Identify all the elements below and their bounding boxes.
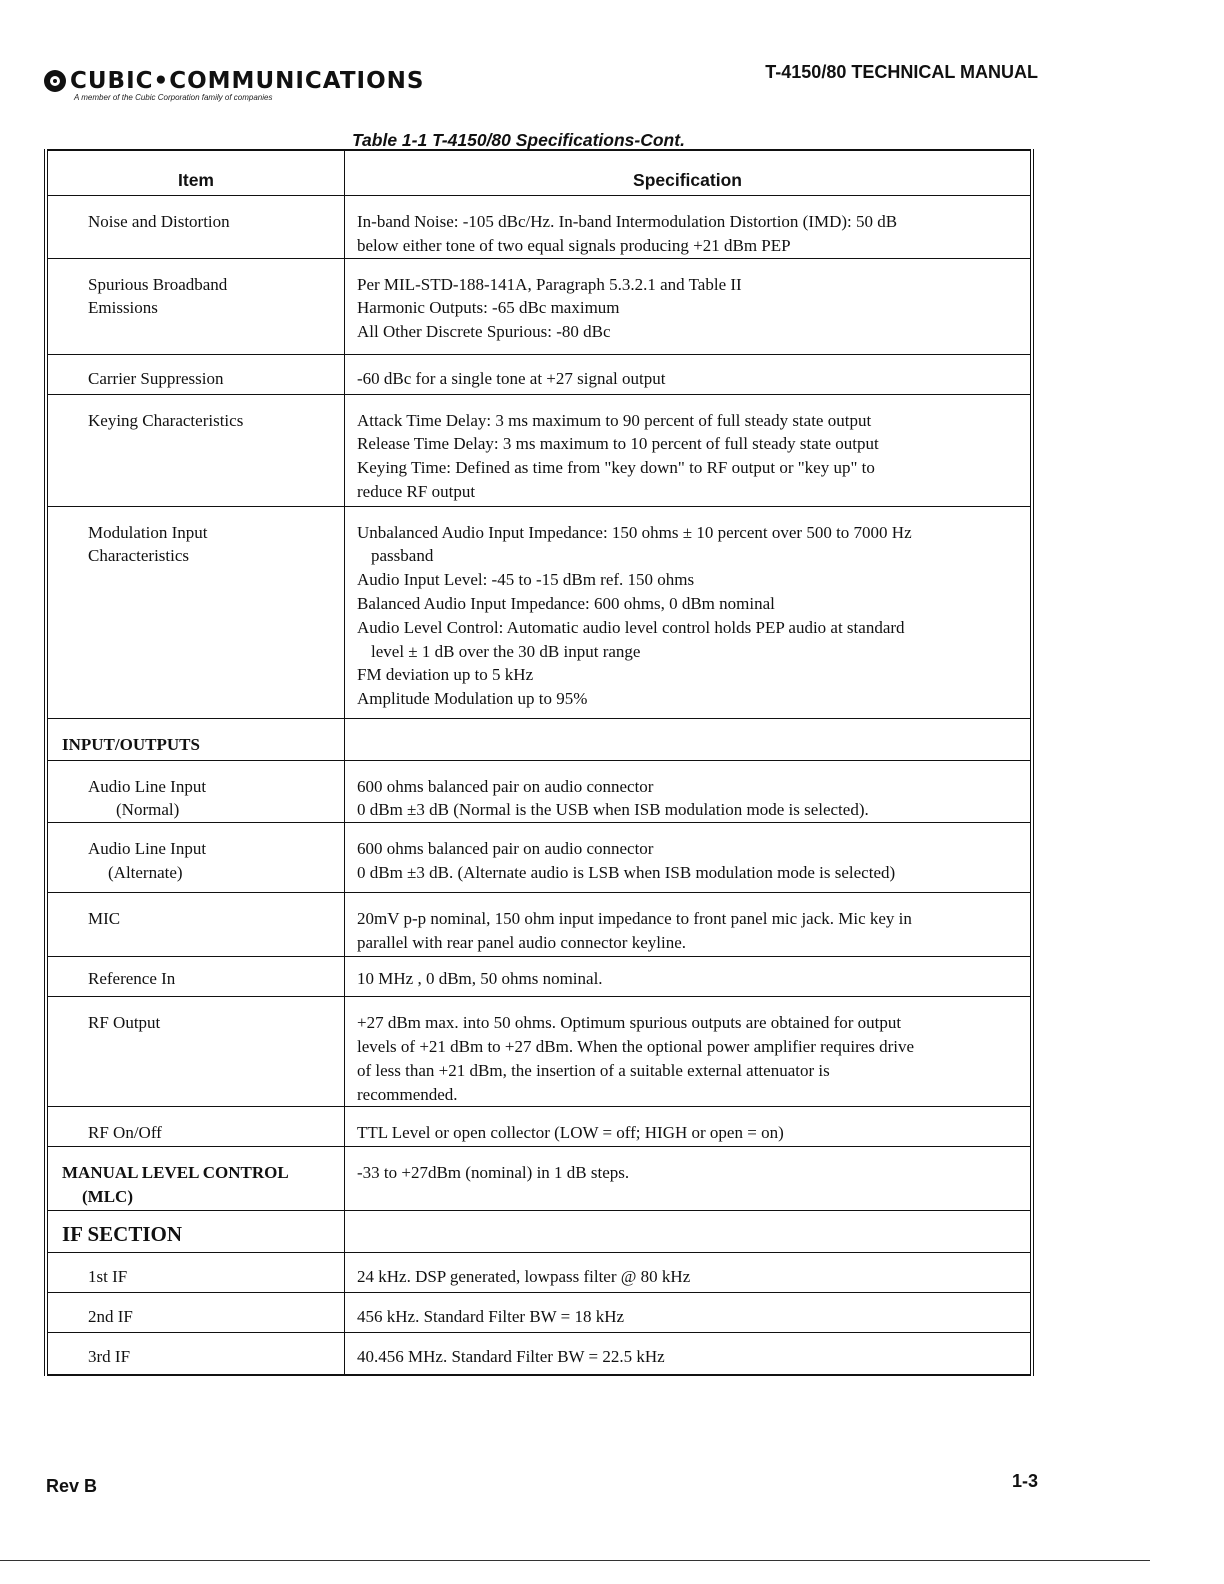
specification-cell xyxy=(345,997,1033,1107)
specification-text: passband xyxy=(371,546,434,566)
item-text: INPUT/OUTPUTS xyxy=(62,734,200,754)
specification-cell xyxy=(345,196,1033,259)
item-text: (Alternate) xyxy=(108,862,183,882)
specification-text: below either tone of two equal signals producing +21 dBm PEP xyxy=(357,235,791,255)
specification-text: of less than +21 dBm, the insertion of a suitable external attenuator is xyxy=(357,1060,830,1080)
table-row xyxy=(46,196,1032,259)
item-cell xyxy=(46,258,345,354)
item-cell xyxy=(46,823,345,893)
table-header-row xyxy=(46,150,1032,196)
specification-cell xyxy=(345,1253,1033,1293)
item-cell xyxy=(46,394,345,506)
specification-text: level ± 1 dB over the 30 dB input range xyxy=(371,641,641,661)
item-cell xyxy=(46,1107,345,1147)
specification-cell xyxy=(345,718,1033,760)
item-text: MIC xyxy=(88,909,121,929)
item-cell xyxy=(46,957,345,997)
item-text: Noise and Distortion xyxy=(88,212,230,231)
item-cell xyxy=(46,1211,345,1253)
specification-text: Keying Time: Defined as time from "key down" to RF output or "key up" to xyxy=(357,458,875,478)
item-cell xyxy=(46,997,345,1107)
specification-text: Amplitude Modulation up to 95% xyxy=(357,689,588,709)
table-row xyxy=(46,1253,1032,1293)
specification-cell xyxy=(345,354,1033,394)
specification-text: Audio Level Control: Automatic audio level control holds PEP audio at standard xyxy=(357,617,905,637)
specification-text: 24 kHz. DSP generated, lowpass filter @ 80 kHz xyxy=(357,1267,691,1287)
table-row xyxy=(46,957,1032,997)
table-row xyxy=(46,394,1032,506)
item-text: 1st IF xyxy=(88,1267,128,1287)
specification-cell xyxy=(345,823,1033,893)
item-text: 2nd IF xyxy=(88,1307,133,1327)
specification-cell xyxy=(345,893,1033,957)
company-tagline: A member of the Cubic Corporation family of companies xyxy=(74,93,273,102)
company-name: CUBIC•COMMUNICATIONS xyxy=(70,68,425,94)
table-row xyxy=(46,1333,1032,1375)
item-cell xyxy=(46,1147,345,1211)
specification-text: 0 dBm ±3 dB. (Alternate audio is LSB when ISB modulation mode is selected) xyxy=(357,862,896,882)
specification-cell xyxy=(345,760,1033,823)
specification-text: TTL Level or open collector (LOW = off; HIGH or open = on) xyxy=(357,1123,784,1143)
table-row xyxy=(46,258,1032,354)
item-text: Spurious Broadband xyxy=(88,274,228,294)
item-text: Modulation Input xyxy=(88,522,208,542)
item-text: Carrier Suppression xyxy=(88,368,224,388)
specification-cell xyxy=(345,1107,1033,1147)
specification-text: 600 ohms balanced pair on audio connector xyxy=(357,776,654,796)
cubic-logo-icon xyxy=(44,70,66,92)
item-cell xyxy=(46,196,345,259)
item-text: Emissions xyxy=(88,298,158,318)
specification-text: 456 kHz. Standard Filter BW = 18 kHz xyxy=(357,1307,625,1327)
manual-title: T-4150/80 TECHNICAL MANUAL xyxy=(765,62,1038,82)
bottom-divider xyxy=(0,1560,1150,1561)
specifications-table xyxy=(44,149,1034,1376)
specification-text: Release Time Delay: 3 ms maximum to 10 percent of full steady state output xyxy=(357,434,879,454)
specification-text: Unbalanced Audio Input Impedance: 150 ohms ± 10 percent over 500 to 7000 Hz xyxy=(357,522,912,542)
specification-text: 600 ohms balanced pair on audio connector xyxy=(357,839,654,859)
specification-text: Audio Input Level: -45 to -15 dBm ref. 150 ohms xyxy=(357,570,695,590)
specification-cell xyxy=(345,506,1033,718)
item-text: (Normal) xyxy=(116,800,180,820)
specification-text: parallel with rear panel audio connector keyline. xyxy=(357,932,686,952)
table-row xyxy=(46,1211,1032,1253)
item-cell xyxy=(46,1253,345,1293)
specification-text: Harmonic Outputs: -65 dBc maximum xyxy=(357,298,620,318)
specification-text: reduce RF output xyxy=(357,481,476,501)
specification-text: recommended. xyxy=(357,1084,458,1104)
specification-cell xyxy=(345,1147,1033,1211)
specification-cell xyxy=(345,957,1033,997)
item-cell xyxy=(46,760,345,823)
item-text: IF SECTION xyxy=(62,1222,183,1247)
column-header-specification: Specification xyxy=(345,150,1033,196)
table-caption: Table 1-1 T-4150/80 Specifications-Cont. xyxy=(352,130,685,150)
specification-cell xyxy=(345,258,1033,354)
table-row xyxy=(46,997,1032,1107)
item-text: Audio Line Input xyxy=(88,776,207,796)
table-row xyxy=(46,354,1032,394)
specification-text: -60 dBc for a single tone at +27 signal output xyxy=(357,368,666,388)
specification-text: -33 to +27dBm (nominal) in 1 dB steps. xyxy=(357,1163,630,1183)
item-text: RF Output xyxy=(88,1013,161,1033)
specification-text: Attack Time Delay: 3 ms maximum to 90 percent of full steady state output xyxy=(357,410,872,430)
specification-text: Balanced Audio Input Impedance: 600 ohms, 0 dBm nominal xyxy=(357,593,775,613)
item-cell xyxy=(46,354,345,394)
specification-text: levels of +21 dBm to +27 dBm. When the optional power amplifier requires drive xyxy=(357,1036,915,1056)
item-cell xyxy=(46,1293,345,1333)
table-row xyxy=(46,1107,1032,1147)
specification-text: 40.456 MHz. Standard Filter BW = 22.5 kHz xyxy=(357,1347,665,1367)
revision-label: Rev B xyxy=(46,1476,98,1496)
table-row xyxy=(46,1293,1032,1333)
specification-text: 20mV p-p nominal, 150 ohm input impedance to front panel mic jack. Mic key in xyxy=(357,909,912,929)
item-text: Audio Line Input xyxy=(88,839,207,859)
table-row xyxy=(46,506,1032,718)
item-cell xyxy=(46,506,345,718)
specification-text: All Other Discrete Spurious: -80 dBc xyxy=(357,322,611,342)
item-text: Characteristics xyxy=(88,546,190,566)
item-text: Keying Characteristics xyxy=(88,410,244,430)
specification-cell xyxy=(345,394,1033,506)
item-text: 3rd IF xyxy=(88,1347,131,1367)
table-row xyxy=(46,1147,1032,1211)
page-number: 1-3 xyxy=(1011,1471,1038,1491)
company-logo xyxy=(44,68,424,102)
table-row xyxy=(46,893,1032,957)
specification-cell xyxy=(345,1333,1033,1375)
table-row xyxy=(46,760,1032,823)
specification-cell xyxy=(345,1211,1033,1253)
specification-text: +27 dBm max. into 50 ohms. Optimum spurious outputs are obtained for output xyxy=(357,1013,902,1033)
item-text: (MLC) xyxy=(82,1187,133,1207)
specification-cell xyxy=(345,1293,1033,1333)
specification-text: 0 dBm ±3 dB (Normal is the USB when ISB modulation mode is selected). xyxy=(357,800,869,820)
specification-text: FM deviation up to 5 kHz xyxy=(357,665,534,685)
item-cell xyxy=(46,893,345,957)
table-row xyxy=(46,718,1032,760)
item-cell xyxy=(46,718,345,760)
item-cell xyxy=(46,1333,345,1375)
specification-text: In-band Noise: -105 dBc/Hz. In-band Intermodulation Distortion (IMD): 50 dB xyxy=(357,212,898,231)
item-text: Reference In xyxy=(88,969,176,989)
table-row xyxy=(46,823,1032,893)
specification-text: 10 MHz , 0 dBm, 50 ohms nominal. xyxy=(357,969,603,989)
specification-text: Per MIL-STD-188-141A, Paragraph 5.3.2.1 and Table II xyxy=(357,274,742,294)
item-text: RF On/Off xyxy=(88,1123,162,1143)
item-text: MANUAL LEVEL CONTROL xyxy=(62,1163,289,1183)
column-header-item: Item xyxy=(46,150,345,196)
